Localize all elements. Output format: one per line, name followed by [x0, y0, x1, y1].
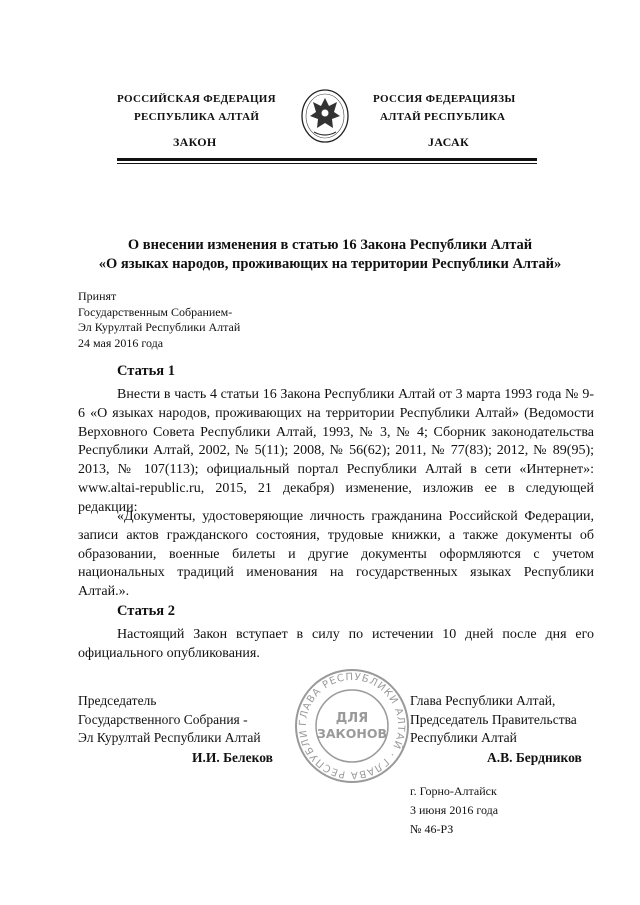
article2-heading: Статья 2 — [117, 603, 175, 619]
article1-heading: Статья 1 — [117, 363, 175, 379]
law-title-line2: «О языках народов, проживающих на территории Республики Алтай» — [98, 256, 562, 272]
header-right-line2: АЛТАЙ РЕСПУБЛИКА — [380, 111, 506, 123]
header-left-doc-type: ЗАКОН — [173, 135, 217, 149]
article2-paragraph: Настоящий Закон вступает в силу по истечении 10 дней после дня его официального опубликования. — [78, 627, 594, 661]
altai-coat-of-arms-icon — [300, 86, 350, 144]
signature-left-line3: Эл Курултай Республики Алтай — [78, 730, 261, 745]
stamp-ring-text: ГЛАВА РЕСПУБЛИКИ АЛТАЙ · ГЛАВА РЕСПУБЛИ — [297, 671, 407, 781]
signature-left-line2: Государственного Собрания - — [78, 711, 248, 727]
place-date-block — [410, 782, 498, 839]
accepted-block — [78, 289, 240, 351]
header-rule-thin — [117, 163, 537, 164]
signature-left-line1: Председатель — [78, 693, 157, 708]
stamp-center-line1: ДЛЯ — [335, 711, 369, 726]
accepted-line1: Принят — [78, 289, 117, 303]
place-date: 3 июня 2016 года — [410, 803, 499, 817]
law-title-line1: О внесении изменения в статью 16 Закона Республики Алтай — [127, 237, 533, 253]
seal-stamp — [287, 667, 417, 785]
header-left-line1: РОССИЙСКАЯ ФЕДЕРАЦИЯ — [117, 93, 276, 105]
signature-right-line1: Глава Республики Алтай, — [410, 693, 556, 708]
accepted-line4: 24 мая 2016 года — [78, 335, 164, 350]
header-right-line1: РОССИЯ ФЕДЕРАЦИЯЗЫ — [373, 93, 516, 105]
place-city: г. Горно-Алтайск — [410, 784, 497, 798]
article1-paragraph2: «Документы, удостоверяющие личность гражданина Российской Федерации, записи актов гражданского состояния, трудовые книжки, а также документы об образовании, военные билеты и другие документы оформляются с учетом национальных традиций именования на государственных языках Республики Алтай.». — [78, 509, 594, 600]
accepted-line3: Эл Курултай Республики Алтай — [78, 320, 241, 334]
signature-right-line2: Председатель Правительства — [410, 711, 577, 727]
signature-right — [410, 692, 577, 748]
law-number: № 46-РЗ — [410, 822, 454, 836]
signature-left — [78, 692, 261, 748]
header-left-line2: РЕСПУБЛИКА АЛТАЙ — [134, 111, 260, 123]
stamp-center-line2: ЗАКОНОВ — [316, 726, 388, 741]
signature-left-name: И.И. Белеков — [192, 750, 273, 765]
law-title — [60, 236, 600, 274]
signature-right-name: А.В. Бердников — [487, 750, 582, 765]
header-right-doc-type: JАСАК — [428, 135, 470, 149]
header-rule-thick — [117, 158, 537, 161]
article1-paragraph1: Внести в часть 4 статьи 16 Закона Республики Алтай от 3 марта 1993 года № 9-6 «О языках народов, проживающих на территории Республики Алтай» (Ведомости Верховного Совета Республики Алтай, 1993, № 3, № 4; Сборник законодательства Республики Алтай, 2002, № 5(11); 2008, № 56(62); 2011, № 77(83); 2012, № 89(95); 2013, № 107(113); официальный портал Республики Алтай в сети «Интернет»: www.altai-republic.ru, 2015, 21 декабря) изменение, изложив ее в следующей редакции: — [78, 387, 594, 515]
signature-right-line3: Республики Алтай — [410, 730, 517, 745]
accepted-line2: Государственным Собранием- — [78, 304, 233, 319]
